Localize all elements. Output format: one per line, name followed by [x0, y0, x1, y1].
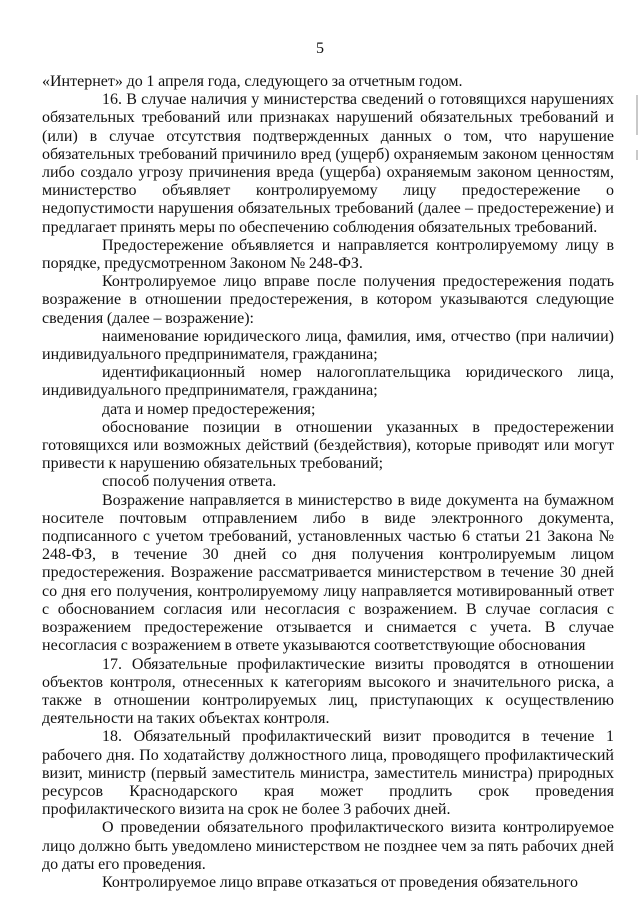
paragraph-warning-delivery: Предостережение объявляется и направляется контролируемому лицу в порядке, предусмотренном Законом № 248-ФЗ. — [42, 236, 614, 273]
paragraph-item-17: 17. Обязательные профилактические визиты проводятся в отношении объектов контроля, отнесенных к категориям высокого и значительного риска, а также в отношении контролируемых лиц, приступающих к осуществлению деятельности на таких объектах контроля. — [42, 655, 614, 728]
list-item-name: наименование юридического лица, фамилия, имя, отчество (при наличии) индивидуального предпринимателя, гражданина; — [42, 327, 614, 364]
paragraph-objection-procedure: Возражение направляется в министерство в виде документа на бумажном носителе почтовым отправлением либо в виде электронного документа, подписанного с учетом требований, установленных частью 6 статьи 21 Закона № 248-ФЗ, в течение 30 дней со дня получения контролируемым лицом предостережения. Возражение рассматривается министерством в течение 30 дней со дня его получения, контролируемому лицу направляется мотивированный ответ с обоснованием согласия или несогласия с возражением. В случае согласия с возражением предостережение отзывается и снимается с учета. В случае несогласия с возражением в ответе указываются соответствующие обоснования — [42, 491, 614, 655]
paragraph-item-16: 16. В случае наличия у министерства сведений о готовящихся нарушениях обязательных требований или признаках нарушений обязательных требований и (или) в случае отсутствия подтвержденных данных о том, что нарушение обязательных требований причинило вред (ущерб) охраняемым законом ценностям либо создало угрозу причинения вреда (ущерба) охраняемым законом ценностям, министерство объявляет контролируемому лицу предостережение о недопустимости нарушения обязательных требований (далее – предостережение) и предлагает принять меры по обеспечению соблюдения обязательных требований. — [42, 91, 614, 236]
page-number: 5 — [316, 40, 324, 57]
list-item-response-method: способ получения ответа. — [102, 473, 277, 491]
scan-edge-mark — [636, 150, 638, 160]
list-item-taxpayer-id: идентификационный номер налогоплательщика юридического лица, индивидуального предпринимателя, гражданина; — [42, 364, 614, 400]
paragraph-objection-right: Контролируемое лицо вправе после получения предостережения подать возражение в отношении предостережения, в котором указываются следующие сведения (далее – возражение): — [42, 273, 614, 327]
paragraph-visit-notice: О проведении обязательного профилактического визита контролируемое лицо должно быть уведомлено министерством не позднее чем за пять рабочих дней до даты его проведения. — [42, 819, 614, 873]
document-body — [42, 73, 614, 892]
scan-edge-mark — [636, 95, 638, 135]
list-item-justification: обоснование позиции в отношении указанных в предостережении готовящихся или возможных действий (бездействия), которые приводят или могут привести к нарушению обязательных требований; — [42, 418, 614, 473]
paragraph-visit-refusal: Контролируемое лицо вправе отказаться от проведения обязательного — [102, 873, 578, 891]
list-item-warning-date-number: дата и номер предостережения; — [102, 400, 316, 418]
paragraph-item-18: 18. Обязательный профилактический визит проводится в течение 1 рабочего дня. По ходатайству должностного лица, проводящего профилактический визит, министр (первый заместитель министра, заместитель министра) природных ресурсов Краснодарского края может продлить срок проведения профилактического визита на срок не более 3 рабочих дней. — [42, 728, 614, 819]
paragraph-continuation: «Интернет» до 1 апреля года, следующего за отчетным годом. — [42, 73, 463, 90]
